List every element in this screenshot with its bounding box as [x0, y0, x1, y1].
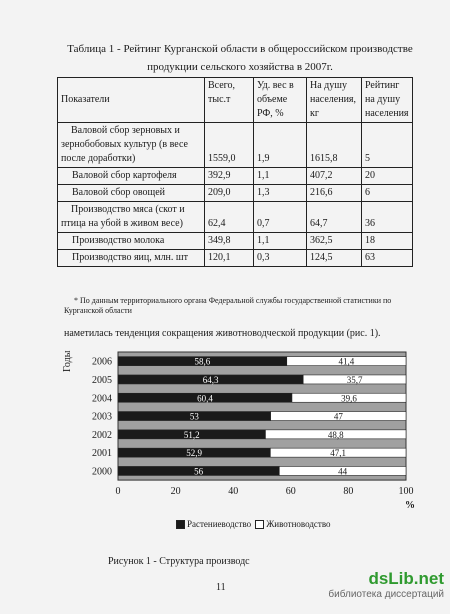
- x-tick-label: 40: [228, 486, 239, 498]
- header-cell: Всего, тыс.т: [205, 78, 254, 123]
- data-label: 48,8: [327, 429, 344, 440]
- x-tick-label: 80: [343, 486, 354, 498]
- table-row: [58, 168, 413, 185]
- header-cell: Рейтинг на душу населения: [362, 78, 413, 123]
- header-cell: Показатели: [58, 78, 205, 123]
- y-tick-label: 2002: [92, 429, 112, 441]
- data-label: 44: [338, 466, 348, 477]
- table-title-line-1: Таблица 1 - Рейтинг Курганской области в общероссийском производстве: [67, 43, 413, 55]
- cell-value: 1,1: [254, 233, 307, 250]
- table-row: [58, 185, 413, 202]
- table-footnote: * По данным территориального органа Федеральной службы государственной статистики по Курганской области: [64, 296, 392, 315]
- data-label: 64,3: [202, 374, 219, 385]
- cell-value: 1,9: [254, 123, 307, 168]
- row-label: Валовой сбор овощей: [58, 185, 205, 202]
- y-tick-label: 2004: [92, 393, 112, 405]
- body-paragraph: наметилась тенденция сокращения животноводческой продукции (рис. 1).: [64, 328, 381, 339]
- figure-caption: Рисунок 1 - Структура производс: [108, 556, 250, 567]
- data-label: 52,9: [186, 448, 203, 459]
- watermark-logo: dsLib.net: [368, 569, 444, 588]
- cell-value: 362,5: [307, 233, 362, 250]
- chart-legend: [176, 519, 331, 529]
- cell-value: 64,7: [307, 202, 362, 233]
- table-row: [58, 250, 413, 267]
- y-tick-label: 2000: [92, 466, 112, 478]
- table-header-row: [58, 78, 413, 123]
- legend-swatch-plant: [176, 520, 185, 529]
- cell-value: 5: [362, 123, 413, 168]
- legend-label-animal: Животноводство: [266, 519, 331, 529]
- row-label: Производство мяса (скот и птица на убой в живом весе): [58, 202, 205, 233]
- data-label: 56: [194, 466, 204, 477]
- row-label: Валовой сбор зерновых и зернобобовых культур (в весе после доработки): [58, 123, 205, 168]
- cell-value: 1615,8: [307, 123, 362, 168]
- data-label: 41,4: [338, 356, 355, 367]
- data-label: 58,6: [194, 356, 211, 367]
- cell-value: 120,1: [205, 250, 254, 267]
- legend-label-plant: Растениеводство: [187, 519, 252, 529]
- x-tick-label: 20: [170, 486, 181, 498]
- table-row: [58, 202, 413, 233]
- cell-value: 0,7: [254, 202, 307, 233]
- cell-value: 349,8: [205, 233, 254, 250]
- cell-value: 62,4: [205, 202, 254, 233]
- x-tick-label: 60: [285, 486, 296, 498]
- y-tick-label: 2006: [92, 356, 112, 368]
- table-row: [58, 123, 413, 168]
- x-axis-unit-label: %: [405, 500, 415, 511]
- watermark-subtitle: библиотека диссертаций: [328, 589, 444, 600]
- y-tick-label: 2001: [92, 448, 112, 460]
- watermark: [328, 569, 444, 600]
- x-tick-label: 100: [398, 486, 414, 498]
- cell-value: 392,9: [205, 168, 254, 185]
- data-label: 35,7: [346, 374, 363, 385]
- cell-value: 216,6: [307, 185, 362, 202]
- cell-value: 0,3: [254, 250, 307, 267]
- legend-swatch-animal: [255, 520, 264, 529]
- data-label: 53: [189, 411, 199, 422]
- rating-table: [57, 77, 413, 267]
- header-cell: Уд. вес в объеме РФ, %: [254, 78, 307, 123]
- cell-value: 63: [362, 250, 413, 267]
- cell-value: 124,5: [307, 250, 362, 267]
- y-tick-label: 2005: [92, 374, 112, 386]
- page-number: 11: [216, 582, 226, 593]
- cell-value: 18: [362, 233, 413, 250]
- y-tick-label: 2003: [92, 411, 112, 423]
- cell-value: 1,3: [254, 185, 307, 202]
- cell-value: 1,1: [254, 168, 307, 185]
- cell-value: 36: [362, 202, 413, 233]
- data-label: 39,6: [341, 393, 357, 404]
- data-label: 47,1: [330, 448, 347, 459]
- data-label: 60,4: [197, 393, 213, 404]
- cell-value: 6: [362, 185, 413, 202]
- row-label: Валовой сбор картофеля: [58, 168, 205, 185]
- cell-value: 407,2: [307, 168, 362, 185]
- row-label: Производство молока: [58, 233, 205, 250]
- table-title: [40, 40, 440, 76]
- cell-value: 20: [362, 168, 413, 185]
- x-tick-label: 0: [115, 486, 121, 498]
- row-label: Производство яиц, млн. шт: [58, 250, 205, 267]
- y-axis-label: Годы: [62, 350, 73, 372]
- table-row: [58, 233, 413, 250]
- table-title-line-2: продукции сельского хозяйства в 2007г.: [147, 61, 333, 73]
- header-cell: На душу населения, кг: [307, 78, 362, 123]
- cell-value: 1559,0: [205, 123, 254, 168]
- cell-value: 209,0: [205, 185, 254, 202]
- data-label: 47: [333, 411, 343, 422]
- data-label: 51,2: [183, 429, 200, 440]
